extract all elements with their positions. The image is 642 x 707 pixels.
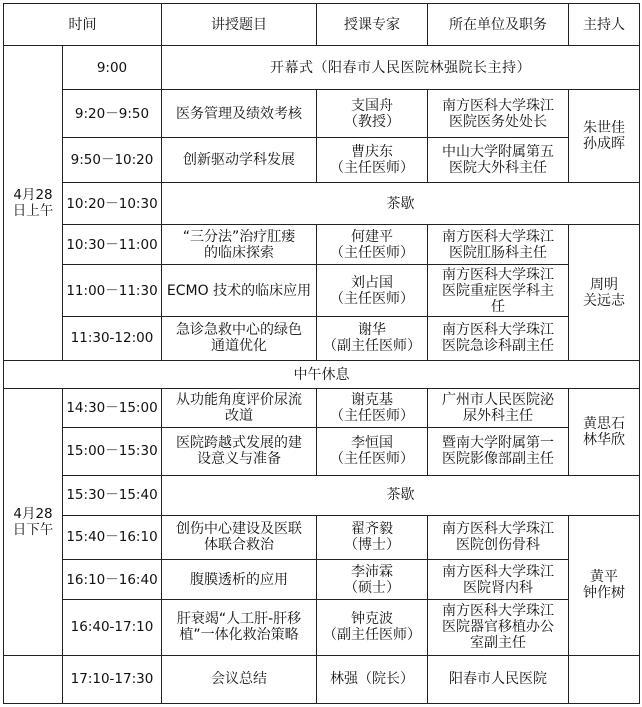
opening-time: 9:00	[63, 46, 162, 90]
session-topic: 腹膜透析的应用	[162, 560, 317, 600]
table-row	[4, 475, 640, 515]
table-row	[4, 90, 640, 137]
lunch-break: 中午休息	[4, 360, 640, 388]
session-unit: 南方医科大学珠江 医院急诊科副主任	[428, 316, 569, 360]
session-time: 11:00－11:30	[63, 265, 162, 316]
session-unit: 南方医科大学珠江 医院肛肠科主任	[428, 225, 569, 265]
session-expert: 李沛霖 （硕士）	[317, 560, 428, 600]
session-unit: 南方医科大学珠江 医院器官移植办公 室副主任	[428, 600, 569, 655]
table-row	[4, 360, 640, 388]
header-host: 主持人	[569, 4, 640, 46]
closing-host	[569, 655, 640, 703]
session-host: 黄平 钟作树	[569, 515, 640, 655]
table-row	[4, 515, 640, 559]
table-row	[4, 655, 640, 703]
break-time: 15:30－15:40	[63, 475, 162, 515]
table-row	[4, 183, 640, 225]
table-row	[4, 265, 640, 316]
session-unit: 广州市人民医院泌 尿外科主任	[428, 389, 569, 428]
session-time: 15:40－16:10	[63, 515, 162, 559]
table-row	[4, 428, 640, 475]
session-expert: 何建平 （主任医师）	[317, 225, 428, 265]
session-host: 黄思石 林华欣	[569, 389, 640, 475]
session-expert: 钟克波 （副主任医师）	[317, 600, 428, 655]
session-time: 16:10－16:40	[63, 560, 162, 600]
session-host: 周明 关远志	[569, 225, 640, 361]
session-topic: 从功能角度评价尿流 改道	[162, 389, 317, 428]
table-row	[4, 600, 640, 655]
closing-time: 17:10-17:30	[63, 655, 162, 703]
tea-break: 茶歇	[162, 475, 640, 515]
session-topic: 肝衰竭“人工肝-肝移 植”一体化救治策略	[162, 600, 317, 655]
table-row	[4, 225, 640, 265]
closing-unit: 阳春市人民医院	[428, 655, 569, 703]
header-topic: 讲授题目	[162, 4, 317, 46]
session-topic: 医院跨越式发展的建 设意义与准备	[162, 428, 317, 475]
session-topic: 创伤中心建设及医联 体联合救治	[162, 515, 317, 559]
table-row	[4, 316, 640, 360]
header-expert: 授课专家	[317, 4, 428, 46]
session-unit: 南方医科大学珠江 医院肾内科	[428, 560, 569, 600]
session-unit: 南方医科大学珠江 医院重症医学科主 任	[428, 265, 569, 316]
session-topic: 创新驱动学科发展	[162, 137, 317, 182]
session-host: 朱世佳 孙成晖	[569, 90, 640, 183]
session-time: 15:00－15:30	[63, 428, 162, 475]
session-time: 14:30－15:00	[63, 389, 162, 428]
break-time: 10:20－10:30	[63, 183, 162, 225]
header-row	[4, 4, 640, 46]
session-topic: 急诊急救中心的绿色 通道优化	[162, 316, 317, 360]
session-expert: 李恒国 （主任医师）	[317, 428, 428, 475]
session-expert: 曹庆东 （主任医师）	[317, 137, 428, 182]
session-time: 9:20－9:50	[63, 90, 162, 137]
session-expert: 谢克基 （主任医师）	[317, 389, 428, 428]
session-time: 16:40-17:10	[63, 600, 162, 655]
session-expert: 谢华 （副主任医师）	[317, 316, 428, 360]
closing-day-label	[4, 655, 63, 703]
afternoon-day-label: 4月28 日下午	[4, 389, 63, 655]
morning-day-label: 4月28 日上午	[4, 46, 63, 361]
session-topic: 医务管理及绩效考核	[162, 90, 317, 137]
table-row	[4, 560, 640, 600]
session-time: 11:30-12:00	[63, 316, 162, 360]
session-expert: 翟齐毅 （博士）	[317, 515, 428, 559]
session-unit: 南方医科大学珠江 医院创伤骨科	[428, 515, 569, 559]
table-row	[4, 137, 640, 182]
session-time: 10:30－11:00	[63, 225, 162, 265]
session-topic: “三分法”治疗肛瘘 的临床探索	[162, 225, 317, 265]
session-expert: 支国舟 （教授）	[317, 90, 428, 137]
header-time: 时间	[4, 4, 162, 46]
opening-ceremony: 开幕式（阳春市人民医院林强院长主持）	[162, 46, 640, 90]
session-unit: 中山大学附属第五 医院大外科主任	[428, 137, 569, 182]
header-unit: 所在单位及职务	[428, 4, 569, 46]
session-time: 9:50－10:20	[63, 137, 162, 182]
schedule-table	[3, 3, 640, 704]
session-unit: 南方医科大学珠江 医院医务处处长	[428, 90, 569, 137]
table-row	[4, 389, 640, 428]
session-expert: 刘占国 （主任医师）	[317, 265, 428, 316]
tea-break: 茶歇	[162, 183, 640, 225]
closing-expert: 林强（院长）	[317, 655, 428, 703]
session-unit: 暨南大学附属第一 医院影像部副主任	[428, 428, 569, 475]
table-row	[4, 46, 640, 90]
session-topic: ECMO 技术的临床应用	[162, 265, 317, 316]
closing-topic: 会议总结	[162, 655, 317, 703]
